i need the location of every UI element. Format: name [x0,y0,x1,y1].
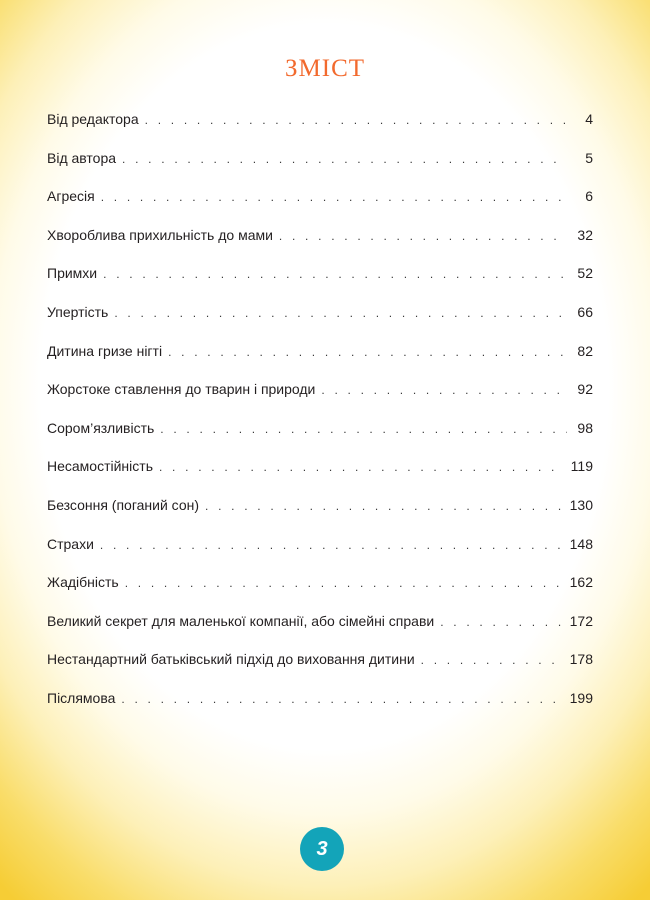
toc-entry[interactable] [47,682,593,721]
toc-entry[interactable] [47,605,593,644]
toc-entry[interactable] [47,257,593,296]
dot-leader [100,529,564,561]
toc-entry[interactable] [47,528,593,567]
toc-entry[interactable] [47,412,593,451]
dot-leader [121,683,563,715]
toc-entry-page: 178 [569,651,593,668]
dot-leader [160,413,567,445]
toc-entry[interactable] [47,219,593,258]
table-of-contents [47,103,593,721]
toc-entry-page: 130 [569,496,593,513]
dot-leader [159,451,565,483]
toc-entry[interactable] [47,566,593,605]
toc-entry-label: Жорстоке ставлення до тварин і природи [47,381,316,398]
dot-leader [122,143,567,175]
toc-entry-label: Великий секрет для маленької компанії, або сімейні справи [47,612,435,629]
toc-entry-label: Примхи [47,265,98,282]
toc-entry-page: 5 [585,149,593,166]
dot-leader [440,606,563,638]
dot-leader [145,104,567,136]
dot-leader [421,644,564,676]
toc-entry[interactable] [47,643,593,682]
toc-entry-label: Несамостійність [47,458,153,475]
toc-entry-label: Упертість [47,303,109,320]
toc-entry-label: Від редактора [47,111,139,127]
toc-entry-label: Хвороблива прихильність до мами [47,226,273,243]
toc-entry-label: Страхи [47,535,94,552]
toc-entry-label: Післямова [47,689,116,706]
toc-entry-page: 32 [577,226,593,243]
dot-leader [114,297,567,329]
toc-entry-page: 92 [577,381,593,398]
toc-entry[interactable] [47,180,593,219]
toc-entry-label: Безсоння (поганий сон) [47,496,200,513]
dot-leader [205,490,564,522]
toc-entry-page: 172 [569,612,593,629]
toc-entry[interactable] [47,335,593,374]
toc-entry-page: 148 [569,535,593,552]
toc-entry[interactable] [47,142,593,181]
toc-entry-label: Дитина гризе нігті [47,342,163,359]
toc-entry-page: 82 [577,342,593,359]
toc-entry-label: Жадібність [47,574,119,591]
toc-entry-label: Нестандартний батьківський підхід до виховання дитини [47,651,415,668]
toc-entry[interactable] [47,103,593,142]
page-title: ЗМІСТ [284,55,366,82]
toc-entry-page: 66 [577,303,593,320]
toc-entry[interactable] [47,489,593,528]
toc-entry-label: Від автора [47,149,117,166]
dot-leader [168,336,567,368]
toc-entry-page: 98 [577,419,593,436]
toc-entry-label: Агресія [47,188,95,205]
dot-leader [103,258,567,290]
toc-entry[interactable] [47,296,593,335]
dot-leader [125,567,564,599]
toc-entry[interactable] [47,373,593,412]
page-number-badge: 3 [300,827,344,871]
dot-leader [279,220,567,252]
toc-entry-page: 162 [569,574,593,591]
toc-entry-page: 6 [585,188,593,205]
dot-leader [321,374,567,406]
toc-entry-page: 199 [569,689,593,706]
toc-entry-page: 119 [570,458,593,475]
dot-leader [101,181,567,213]
toc-entry-page: 4 [585,111,593,127]
toc-entry-label: Сором’язливість [47,419,155,436]
toc-entry-page: 52 [577,265,593,282]
toc-entry[interactable] [47,450,593,489]
